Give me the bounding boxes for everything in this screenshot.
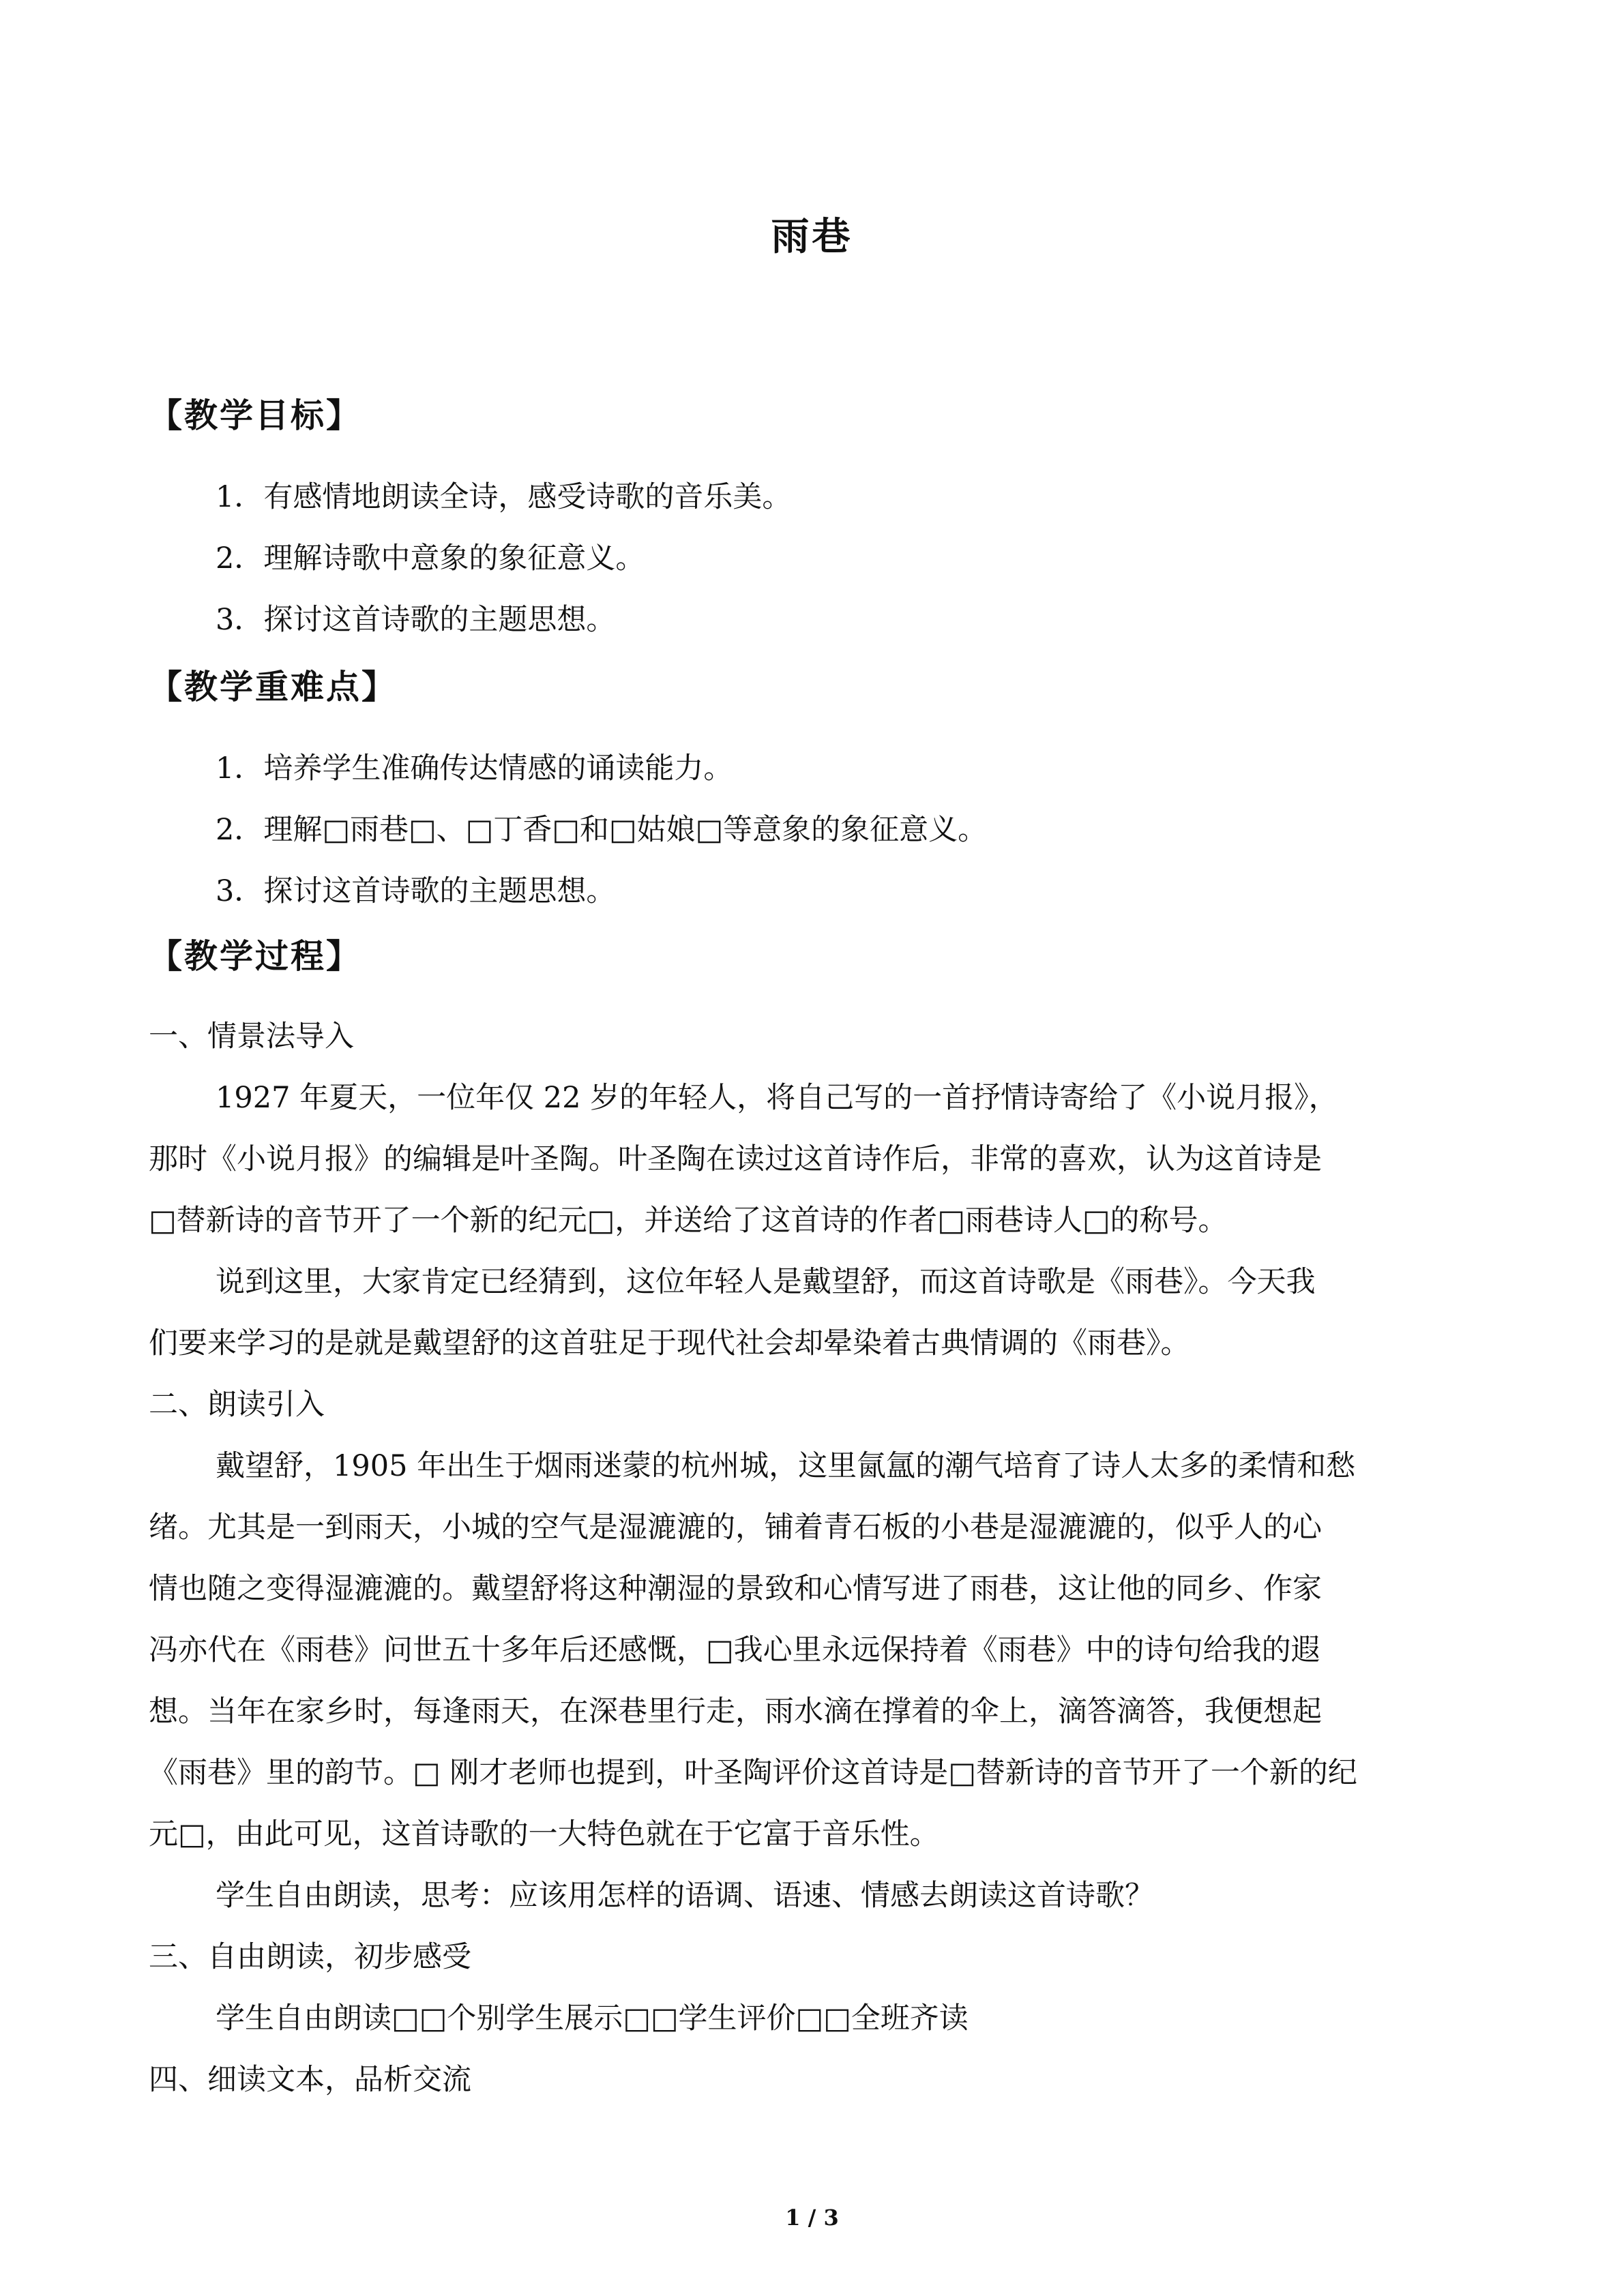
part1-p2-line1: 说到这里，大家肯定已经猜到，这位年轻人是戴望舒，而这首诗歌是《雨巷》。今天我: [216, 1265, 1316, 1299]
part2-p1-line4: 冯亦代在《雨巷》问世五十多年后还感慨，□我心里永远保持着《雨巷》中的诗句给我的遐: [149, 1633, 1320, 1667]
part2-p1-line2: 绪。尤其是一到雨天，小城的空气是湿漉漉的，铺着青石板的小巷是湿漉漉的，似乎人的心: [149, 1510, 1322, 1545]
part3-p1: 学生自由朗读□□个别学生展示□□学生评价□□全班齐读: [216, 2001, 969, 2036]
difficulty-item-1: 1．培养学生准确传达情感的诵读能力。: [216, 751, 733, 786]
section-heading-goals: 【教学目标】: [149, 396, 362, 435]
part1-p1-line2: 那时《小说月报》的编辑是叶圣陶。叶圣陶在读过这首诗作后，非常的喜欢，认为这首诗是: [149, 1142, 1322, 1176]
part1-p2-line2: 们要来学习的是就是戴望舒的这首驻足于现代社会却晕染着古典情调的《雨巷》。: [149, 1326, 1190, 1360]
part1-p1-line3: □替新诗的音节开了一个新的纪元□，并送给了这首诗的作者□雨巷诗人□的称号。: [149, 1204, 1228, 1238]
part2-p1-line6: 《雨巷》里的韵节。□ 刚才老师也提到，叶圣陶评价这首诗是□替新诗的音节开了一个新的纪: [149, 1756, 1357, 1790]
page-number: 1 / 3: [785, 2205, 839, 2231]
section-heading-process: 【教学过程】: [149, 937, 362, 976]
part3-heading: 三、自由朗读，初步感受: [149, 1940, 471, 1974]
part2-p1-line3: 情也随之变得湿漉漉的。戴望舒将这种潮湿的景致和心情写进了雨巷，这让他的同乡、作家: [149, 1572, 1322, 1606]
goal-item-1: 1．有感情地朗读全诗，感受诗歌的音乐美。: [216, 480, 792, 514]
part1-p1-line1: 1927 年夏天，一位年仅 22 岁的年轻人，将自己写的一首抒情诗寄给了《小说月报》，: [216, 1081, 1338, 1115]
part2-p1-line5: 想。当年在家乡时，每逢雨天，在深巷里行走，雨水滴在撑着的伞上，滴答滴答，我便想起: [149, 1695, 1322, 1729]
goal-item-3: 3．探讨这首诗歌的主题思想。: [216, 603, 616, 637]
part2-p1-line7: 元□，由此可见，这首诗歌的一大特色就在于它富于音乐性。: [149, 1817, 939, 1851]
part1-heading: 一、情景法导入: [149, 1019, 354, 1054]
part4-heading: 四、细读文本，品析交流: [149, 2063, 471, 2097]
difficulty-item-2: 2．理解□雨巷□、□丁香□和□姑娘□等意象的象征意义。: [216, 813, 988, 847]
document-title: 雨巷: [771, 215, 853, 259]
goal-item-2: 2．理解诗歌中意象的象征意义。: [216, 541, 645, 576]
difficulty-item-3: 3．探讨这首诗歌的主题思想。: [216, 874, 616, 908]
section-heading-difficulties: 【教学重难点】: [149, 668, 398, 706]
part2-p2: 学生自由朗读，思考：应该用怎样的语调、语速、情感去朗读这首诗歌？: [216, 1879, 1154, 1913]
part2-p1-line1: 戴望舒，1905 年出生于烟雨迷蒙的杭州城，这里氤氲的潮气培育了诗人太多的柔情和愁: [216, 1449, 1356, 1483]
part2-heading: 二、朗读引入: [149, 1388, 325, 1422]
